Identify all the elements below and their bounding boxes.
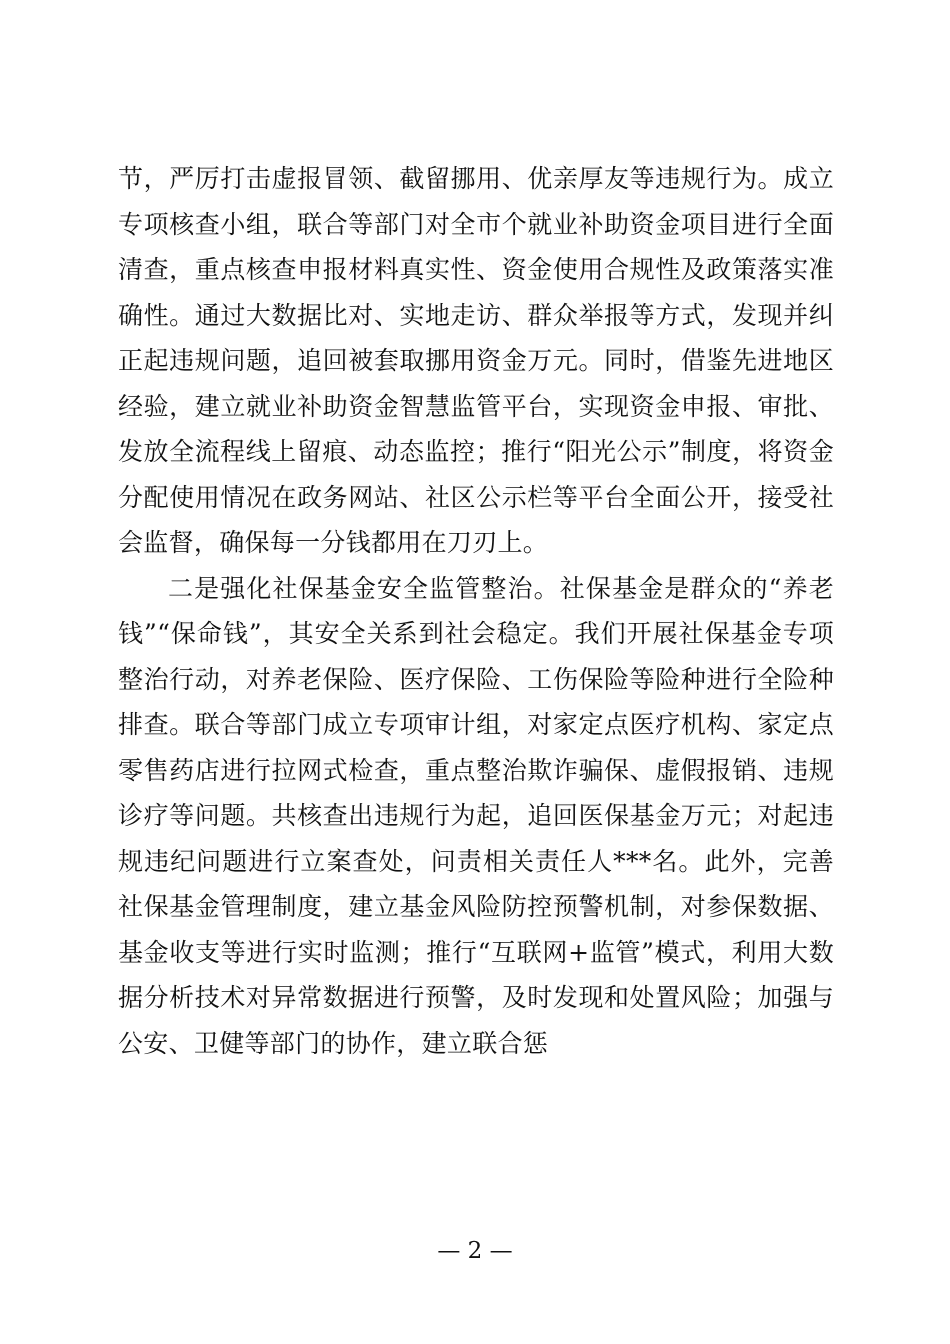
body-text xyxy=(118,156,834,1066)
paragraph-2: 二是强化社保基金安全监管整治。社保基金是群众的“养老钱”“保命钱”，其安全关系到社会稳定。我们开展社保基金专项整治行动，对养老保险、医疗保险、工伤保险等险种进行全险种排查。联合等部门成立专项审计组，对家定点医疗机构、家定点零售药店进行拉网式检查，重点整治欺诈骗保、虚假报销、违规诊疗等问题。共核查出违规行为起，追回医保基金万元；对起违规违纪问题进行立案查处，问责相关责任人***名。此外，完善社保基金管理制度，建立基金风险防控预警机制，对参保数据、基金收支等进行实时监测；推行“互联网+监管”模式，利用大数据分析技术对异常数据进行预警，及时发现和处置风险；加强与公安、卫健等部门的协作，建立联合惩 xyxy=(118,573,834,1058)
paragraph-1: 节，严厉打击虚报冒领、截留挪用、优亲厚友等违规行为。成立专项核查小组，联合等部门对全市个就业补助资金项目进行全面清查，重点核查申报材料真实性、资金使用合规性及政策落实准确性。通过大数据比对、实地走访、群众举报等方式，发现并纠正起违规问题，追回被套取挪用资金万元。同时，借鉴先进地区经验，建立就业补助资金智慧监管平台，实现资金申报、审批、发放全流程线上留痕、动态监控；推行“阳光公示”制度，将资金分配使用情况在政务网站、社区公示栏等平台全面公开，接受社会监督，确保每一分钱都用在刀刃上。 xyxy=(118,164,834,557)
page-number: — 2 — xyxy=(437,1238,513,1264)
